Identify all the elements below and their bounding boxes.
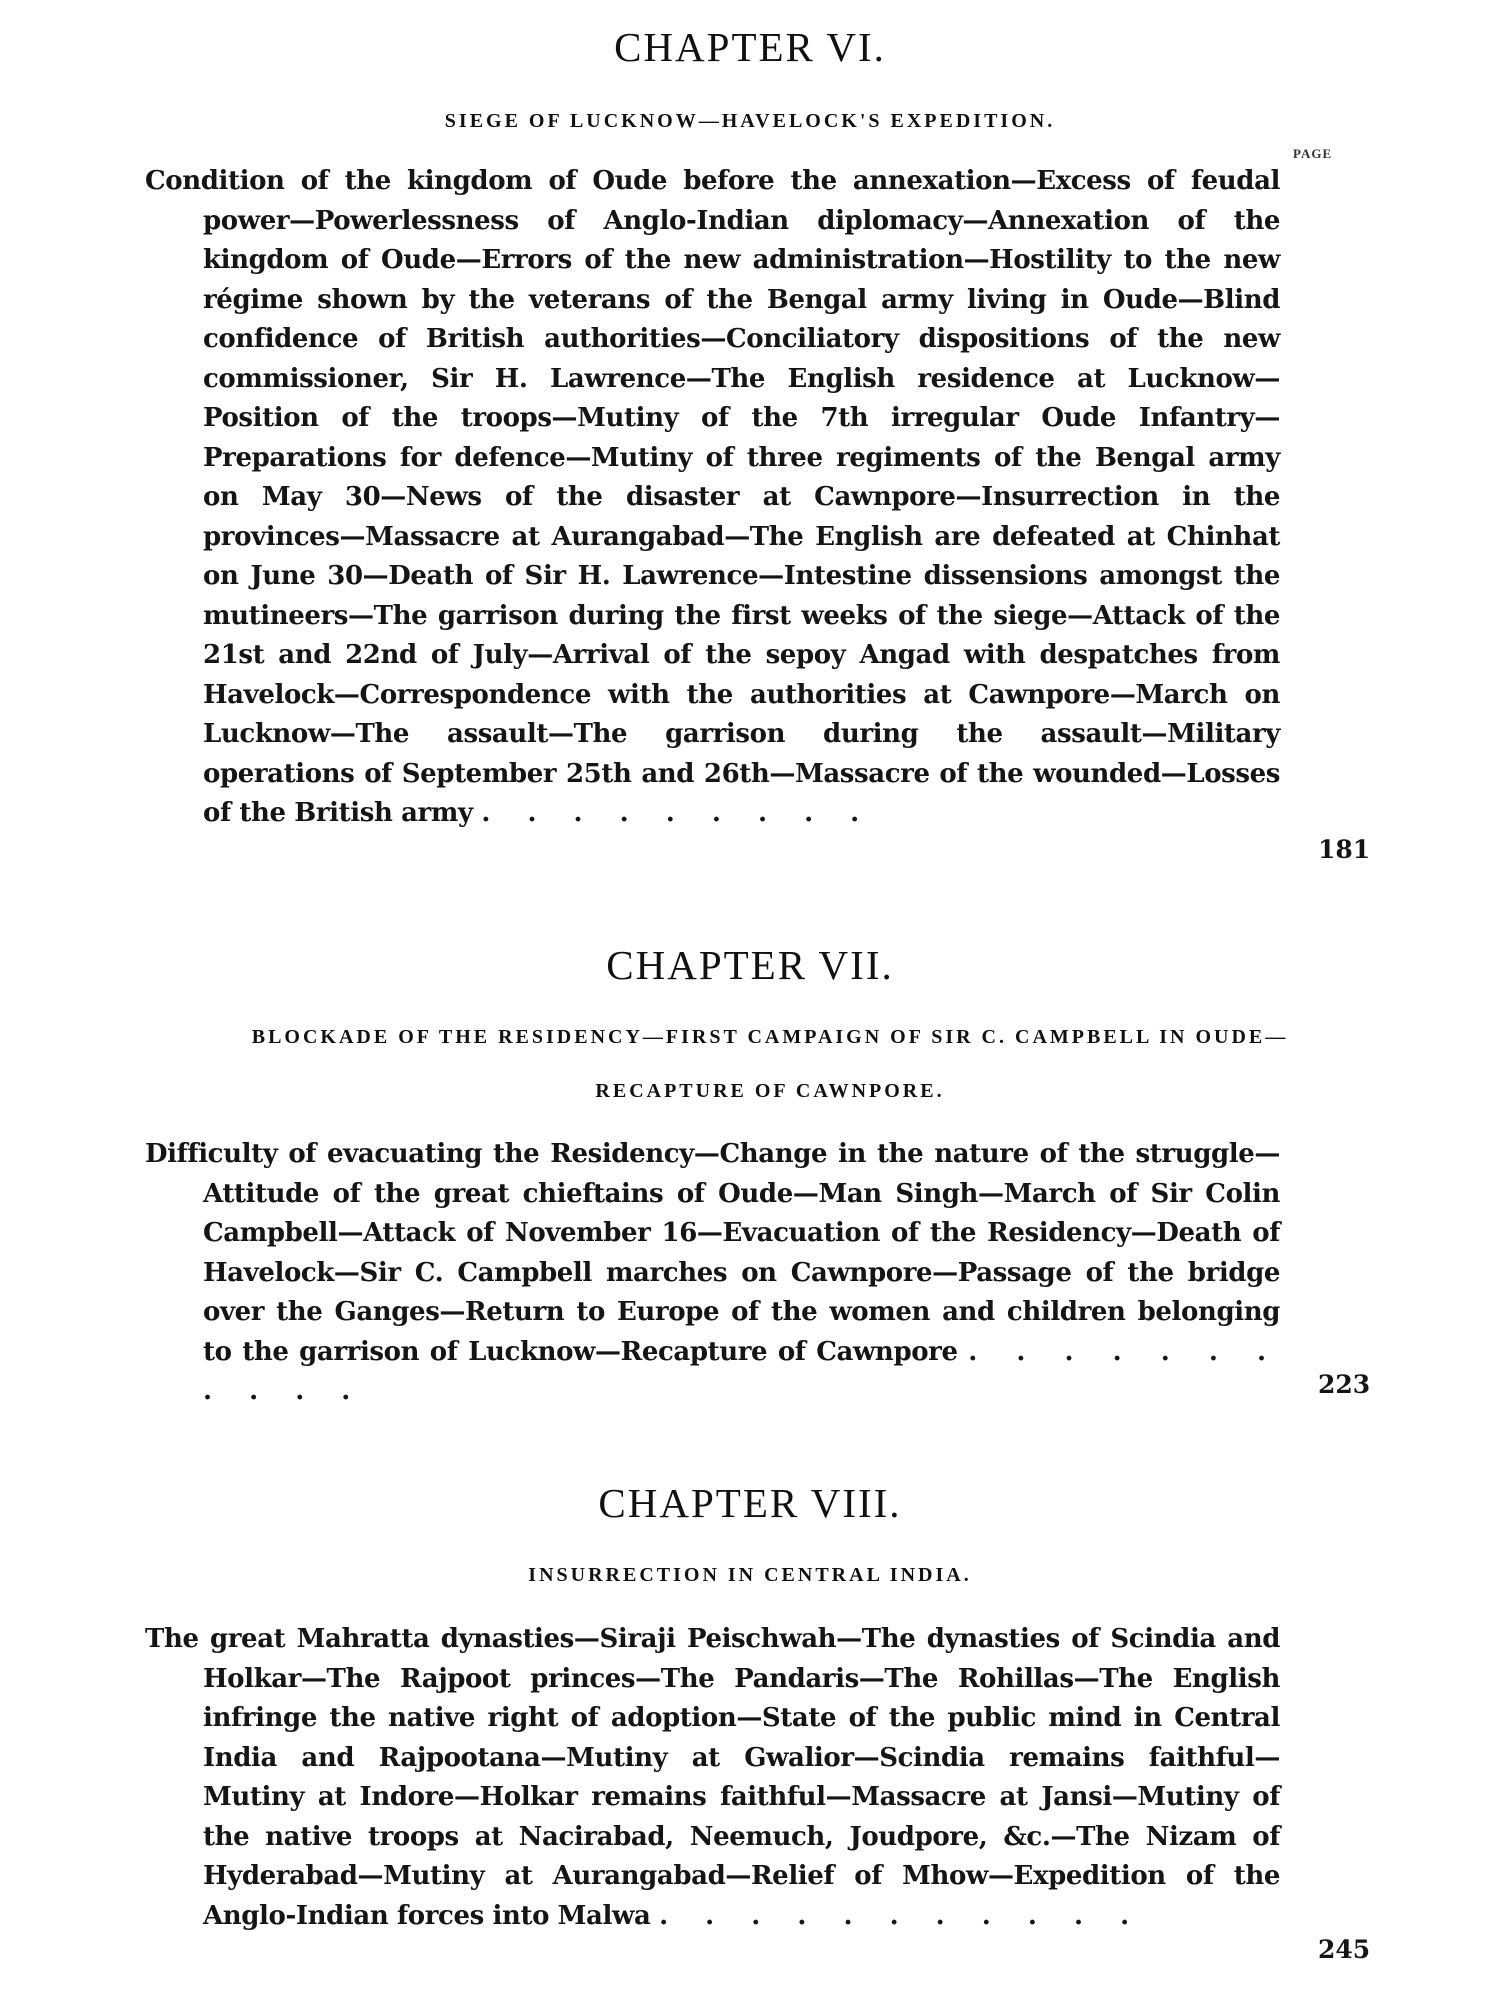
page-number: 181: [1318, 835, 1371, 864]
dot-leaders: . . . . . . . . . . .: [659, 1900, 1144, 1931]
chapter-heading: BLOCKADE OF THE RESIDENCY—FIRST CAMPAIGN OF SIR C. CAMPBELL IN OUDE—RECAPTURE OF CAWNPORE.: [251, 1026, 1289, 1102]
chapter-title: CHAPTER VIII.: [598, 1480, 902, 1526]
chapter-summary: [145, 1620, 1280, 1936]
chapter-title: CHAPTER VI.: [614, 24, 886, 70]
chapter-heading: SIEGE OF LUCKNOW—HAVELOCK'S EXPEDITION.: [444, 110, 1056, 132]
page-number: 223: [1318, 1370, 1371, 1399]
summary-text: Difficulty of evacuating the Residency—Change in the nature of the struggle—Attitude of the great chieftains of Oude—Man Singh—March of Sir Colin Campbell—Attack of November 16—Evacuation of the Residency—Death of Havelock—Sir C. Campbell marches on Cawnpore—Passage of the bridge over the Ganges—Return to Europe of the women and children belonging to the garrison of Lucknow—Recapture of Cawnpore: [145, 1139, 1280, 1367]
dot-leaders: . . . . . . . . . . .: [203, 1336, 1280, 1406]
dot-leaders: . . . . . . . . .: [481, 798, 874, 828]
chapter-title: CHAPTER VII.: [606, 942, 894, 988]
chapter-summary: [145, 1135, 1280, 1412]
chapter-summary: [145, 162, 1280, 834]
page-column-label: PAGE: [1293, 146, 1333, 161]
summary-text: The great Mahratta dynasties—Siraji Peischwah—The dynasties of Scindia and Holkar—The Rajpoot princes—The Pandaris—The Rohillas—The English infringe the native right of adoption—State of the public mind in Central India and Rajpootana—Mutiny at Gwalior—Scindia remains faithful—Mutiny at Indore—Holkar remains faithful—Massacre at Jansi—Mutiny of the native troops at Nacirabad, Neemuch, Joudpore, &c.—The Nizam of Hyderabad—Mutiny at Aurangabad—Relief of Mhow—Expedition of the Anglo-Indian forces into Malwa: [145, 1624, 1280, 1931]
chapter-heading: INSURRECTION IN CENTRAL INDIA.: [528, 1564, 972, 1586]
summary-text: Condition of the kingdom of Oude before the annexation—Excess of feudal power—Powerlessness of Anglo-Indian diplomacy—Annexation of the kingdom of Oude—Errors of the new administration—Hostility to the new régime shown by the veterans of the Bengal army living in Oude—Blind confidence of British authorities—Conciliatory dispositions of the new commissioner, Sir H. Lawrence—The English residence at Lucknow—Position of the troops—Mutiny of the 7th irregular Oude Infantry—Preparations for defence—Mutiny of three regiments of the Bengal army on May 30—News of the disaster at Cawnpore—Insurrection in the provinces—Massacre at Aurangabad—The English are defeated at Chinhat on June 30—Death of Sir H. Lawrence—Intestine dissensions amongst the mutineers—The garrison during the first weeks of the siege—Attack of the 21st and 22nd of July—Arrival of the sepoy Angad with despatches from Havelock—Correspondence with the authorities at Cawnpore—March on Lucknow—The assault—The garrison during the assault—Military operations of September 25th and 26th—Massacre of the wounded—Losses of the British army: [145, 166, 1280, 828]
page-number: 245: [1318, 1935, 1371, 1964]
